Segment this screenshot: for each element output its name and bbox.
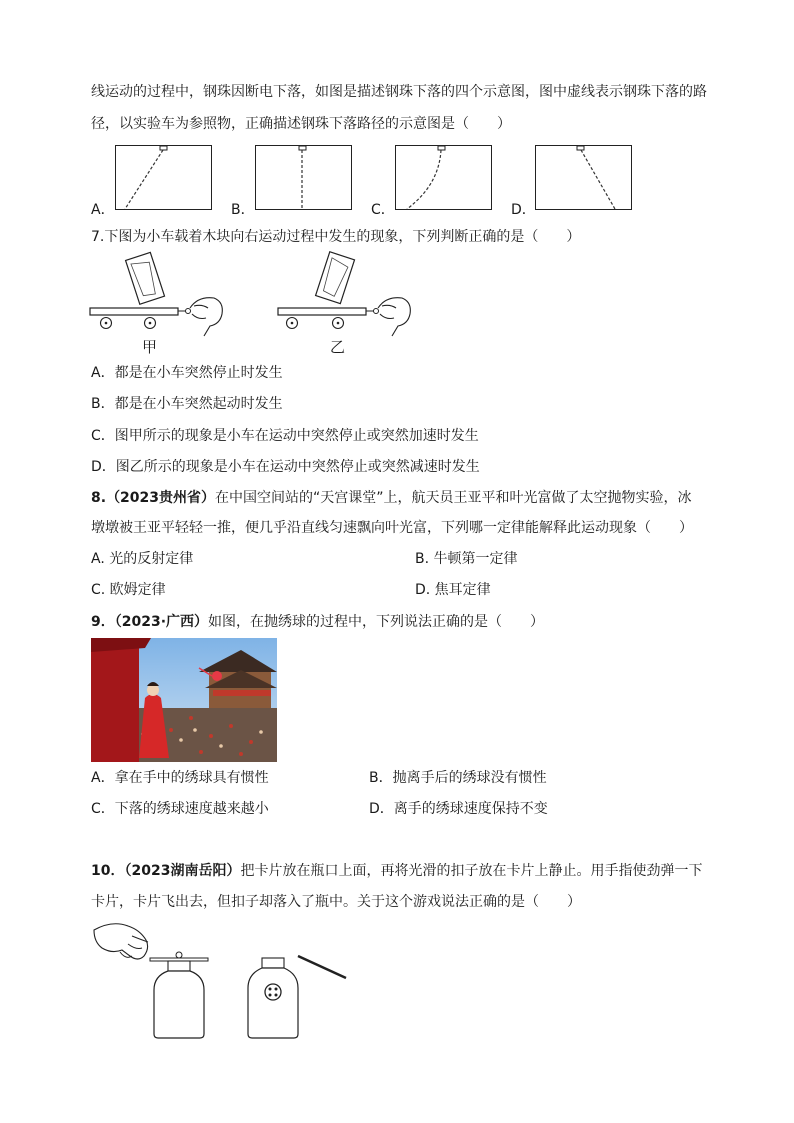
q8-source: （2023贵州省） <box>106 490 216 506</box>
q8-line1 <box>91 488 692 508</box>
q6-diagram-c <box>395 145 492 211</box>
q6-text-line2: 径，以实验车为参照物，正确描述钢珠下落路径的示意图是（ ） <box>91 116 511 132</box>
q10-bottle-experiment-diagram <box>92 920 352 1042</box>
q7-stem: 7.下图为小车载着木块向右运动过程中发生的现象，下列判断正确的是（ ） <box>91 229 581 245</box>
q9-option-c: C．下落的绣球速度越来越小 <box>91 801 269 817</box>
q7-option-d: D．图乙所示的现象是小车在运动中突然停止或突然减速时发生 <box>91 459 480 475</box>
q8-option-d: D. 焦耳定律 <box>415 582 491 598</box>
q9-embroidered-ball-photo <box>91 638 277 762</box>
q7-cart-diagram-jia <box>88 250 233 340</box>
q8-stem-line1: 在中国空间站的“天宫课堂”上，航天员王亚平和叶光富做了太空抛物实验，冰 <box>215 490 692 506</box>
q6-diagram-d <box>535 145 632 211</box>
q7-cart-diagram-yi <box>276 250 421 340</box>
q10-stem-line1: 把卡片放在瓶口上面，再将光滑的扣子放在卡片上静止。用手指使劲弹一下 <box>240 863 703 879</box>
q9-number: 9． <box>91 614 115 630</box>
q6-diagram-b <box>255 145 352 211</box>
q9-stem: 如图，在抛绣球的过程中，下列说法正确的是（ ） <box>208 614 545 630</box>
q9-option-b: B．抛离手后的绣球没有惯性 <box>369 770 547 786</box>
q10-stem-line2: 卡片，卡片飞出去，但扣子却落入了瓶中。关于这个游戏说法正确的是（ ） <box>91 894 581 910</box>
q7-option-c: C．图甲所示的现象是小车在运动中突然停止或突然加速时发生 <box>91 428 479 444</box>
q6-option-d-label: D． <box>511 202 536 218</box>
q10-source: （2023湖南岳阳） <box>124 863 241 879</box>
q7-label-yi: 乙 <box>330 338 346 356</box>
q8-option-b: B. 牛顿第一定律 <box>415 551 518 567</box>
q7-label-jia: 甲 <box>142 338 158 356</box>
q6-option-a-label: A． <box>91 202 115 218</box>
q6-option-b-label: B． <box>231 202 255 218</box>
q7-option-a: A．都是在小车突然停止时发生 <box>91 365 283 381</box>
q8-number: 8. <box>91 490 107 506</box>
q9-source: （2023·广西） <box>114 614 209 630</box>
q8-option-a: A. 光的反射定律 <box>91 551 194 567</box>
q8-option-c: C. 欧姆定律 <box>91 582 166 598</box>
q6-text-line1: 线运动的过程中，钢珠因断电下落，如图是描述钢珠下落的四个示意图，图中虚线表示钢珠下落的路 <box>91 84 707 100</box>
q10-number: 10． <box>91 863 125 879</box>
q6-option-c-label: C． <box>371 202 395 218</box>
q6-diagram-a <box>115 145 212 211</box>
q9-option-a: A．拿在手中的绣球具有惯性 <box>91 770 269 786</box>
q9-option-d: D．离手的绣球速度保持不变 <box>369 801 548 817</box>
q10-line1 <box>91 861 702 881</box>
q7-option-b: B．都是在小车突然起动时发生 <box>91 396 283 412</box>
q9-line <box>91 612 544 632</box>
q8-stem-line2: 墩墩被王亚平轻轻一推，便几乎沿直线匀速飘向叶光富，下列哪一定律能解释此运动现象（ ） <box>91 520 693 536</box>
